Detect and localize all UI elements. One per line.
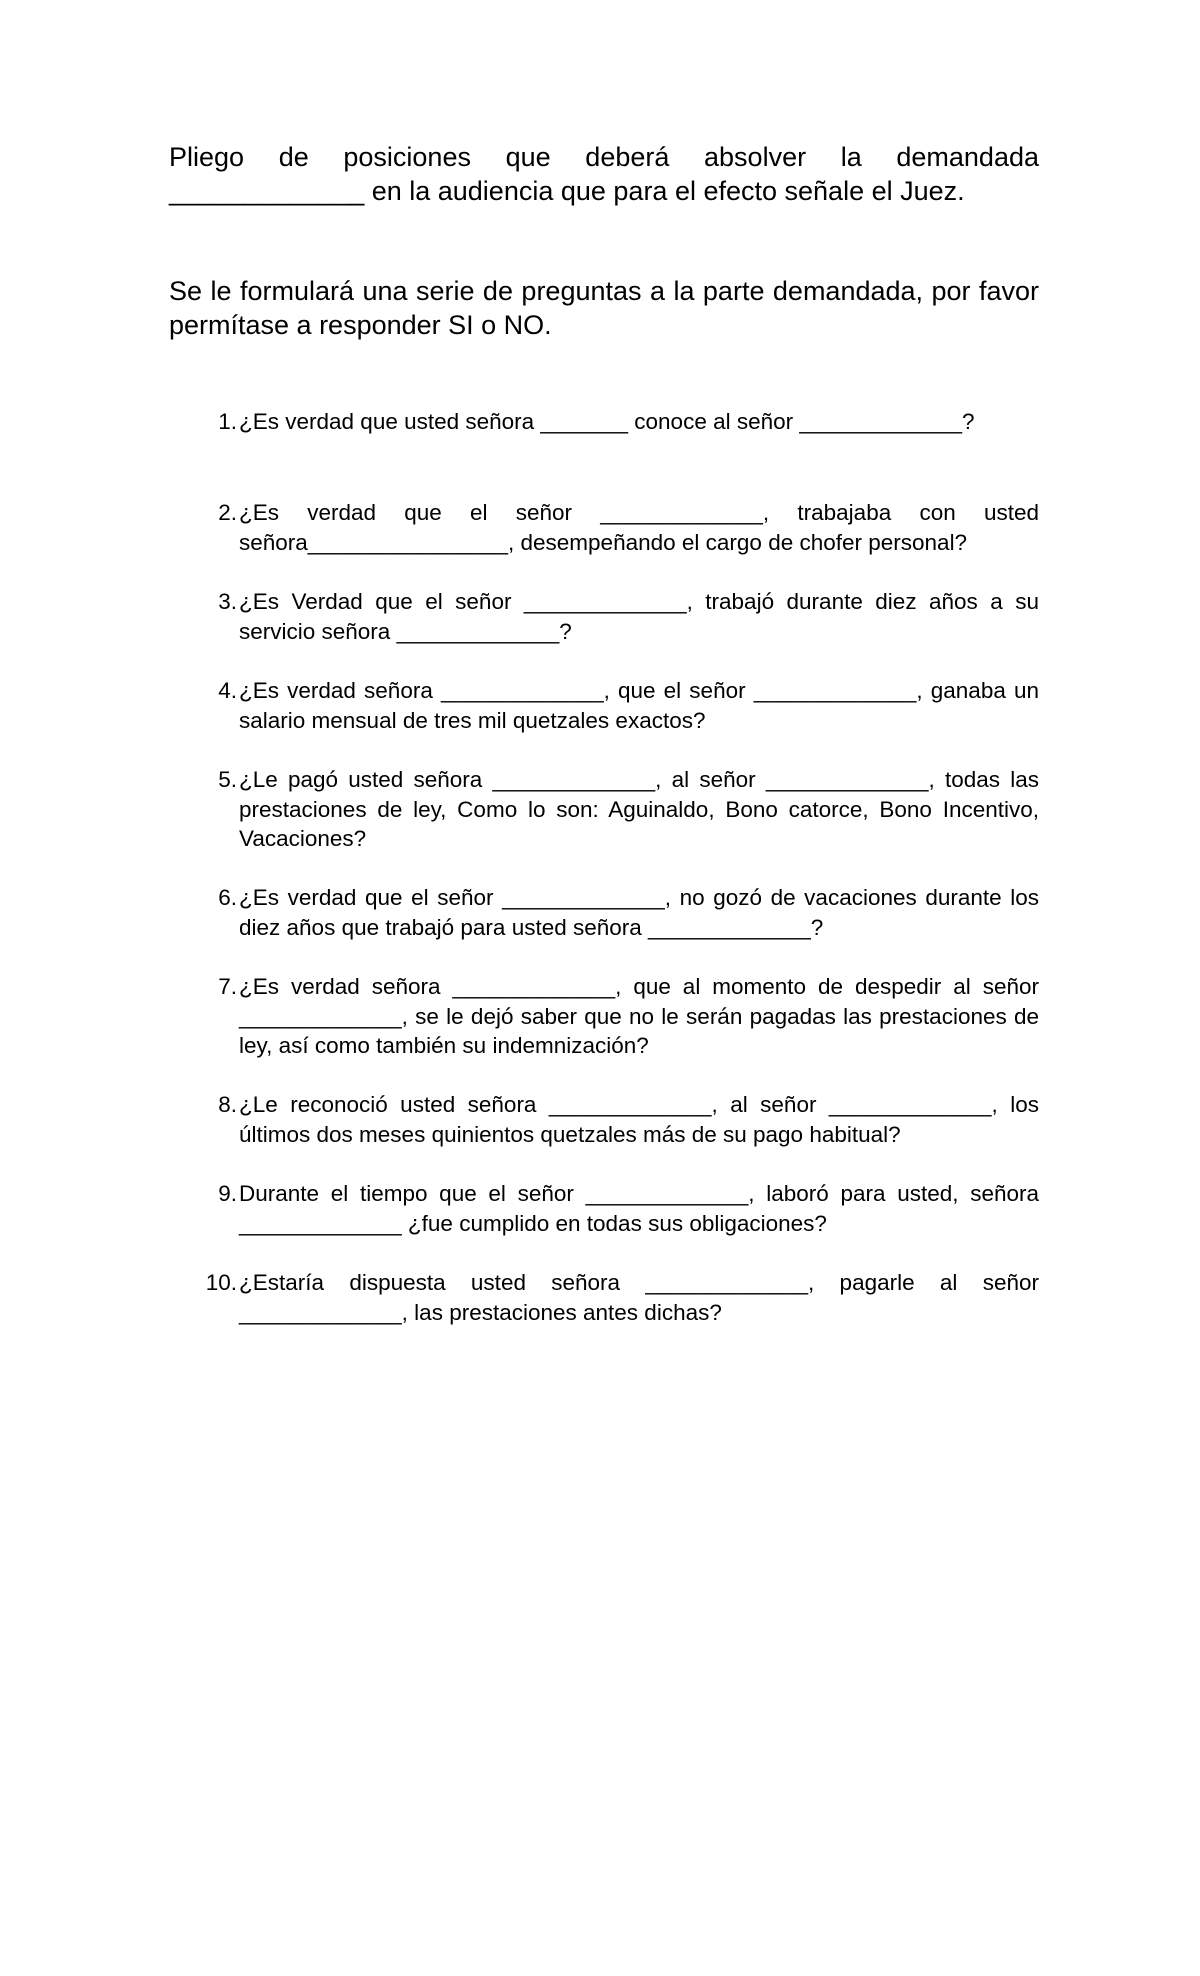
question-item (169, 498, 1039, 557)
question-number: 5. (218, 767, 237, 792)
question-item (169, 765, 1039, 854)
question-number: 6. (218, 885, 237, 910)
question-text: ¿Es verdad que usted señora _______ conoce al señor _____________? (239, 409, 975, 434)
question-item (169, 1268, 1039, 1327)
question-item (169, 1090, 1039, 1149)
question-number: 3. (218, 589, 237, 614)
question-number: 7. (218, 974, 237, 999)
question-number: 9. (218, 1181, 237, 1206)
instructions-paragraph: Se le formulará una serie de preguntas a la parte demandada, por favor permítase a responder SI o NO. (169, 276, 1039, 340)
question-text: Durante el tiempo que el señor _____________, laboró para usted, señora _____________ ¿fue cumplido en todas sus obligaciones? (239, 1181, 1039, 1236)
question-item (169, 407, 1039, 437)
question-number: 10. (205, 1270, 237, 1295)
question-item (169, 676, 1039, 735)
question-text: ¿Le reconoció usted señora _____________, al señor _____________, los últimos dos meses quinientos quetzales más de su pago habitual? (239, 1092, 1039, 1147)
question-text: ¿Es verdad señora _____________, que el señor _____________, ganaba un salario mensual de tres mil quetzales exactos? (239, 678, 1039, 733)
question-item (169, 972, 1039, 1061)
question-number: 1. (218, 409, 237, 434)
question-item (169, 883, 1039, 942)
question-item (169, 1179, 1039, 1238)
question-number: 8. (218, 1092, 237, 1117)
question-text: ¿Es verdad que el señor _____________, no gozó de vacaciones durante los diez años que trabajó para usted señora _____________? (239, 885, 1039, 940)
question-text: ¿Le pagó usted señora _____________, al señor _____________, todas las prestaciones de ley, Como lo son: Aguinaldo, Bono catorce, Bono Incentivo, Vacaciones? (239, 767, 1039, 851)
question-text: ¿Es verdad que el señor _____________, trabajaba con usted señora________________, desempeñando el cargo de chofer personal? (239, 500, 1039, 555)
question-text: ¿Es verdad señora _____________, que al momento de despedir al señor _____________, se le dejó saber que no le serán pagadas las prestaciones de ley, así como también su indemnización? (239, 974, 1039, 1058)
question-text: ¿Es Verdad que el señor _____________, trabajó durante diez años a su servicio señora _____________? (239, 589, 1039, 644)
question-number: 4. (218, 678, 237, 703)
question-number: 2. (218, 500, 237, 525)
intro-paragraph: Pliego de posiciones que deberá absolver la demandada _____________ en la audiencia que para el efecto señale el Juez. (169, 142, 1039, 206)
question-text: ¿Estaría dispuesta usted señora _____________, pagarle al señor _____________, las prestaciones antes dichas? (239, 1270, 1039, 1325)
question-item (169, 587, 1039, 646)
